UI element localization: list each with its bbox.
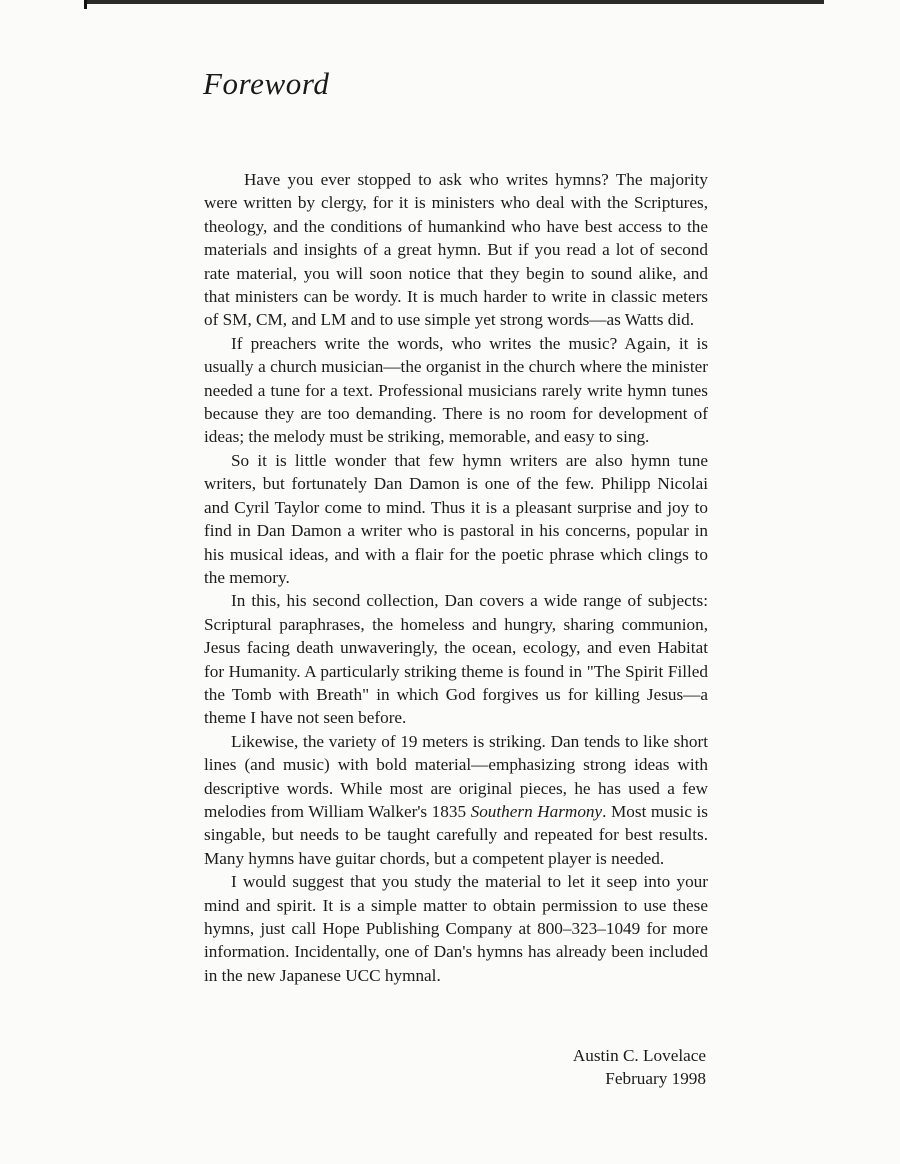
signature-block <box>573 1044 706 1091</box>
foreword-body <box>204 168 708 987</box>
paragraph-6: I would suggest that you study the material to let it seep into your mind and spirit. It is a simple matter to obtain permission to use these hymns, just call Hope Publishing Company at 800–323–1049 for more information. Incidentally, one of Dan's hymns has already been included in the new Japanese UCC hymnal. <box>204 872 708 985</box>
paragraph-4: In this, his second collection, Dan covers a wide range of subjects: Scriptural paraphrases, the homeless and hungry, sharing communion, Jesus facing death unwaveringly, the ocean, ecology, and even Habitat for Humanity. A particularly striking theme is found in "The Spirit Filled the Tomb with Breath" in which God forgives us for killing Jesus—a theme I have not seen before. <box>204 591 708 728</box>
paragraph-2: If preachers write the words, who writes the music? Again, it is usually a church musician—the organist in the church where the minister needed a tune for a text. Professional musicians rarely write hymn tunes because they are too demanding. There is no room for development of ideas; the melody must be striking, memorable, and easy to sing. <box>204 333 708 447</box>
paragraph-5-text-before: Likewise, the variety of 19 meters is striking. Dan tends to like short lines (and music) with bold material—emphasizing strong ideas with descriptive words. While most are original pieces, he has used a few melodies from William Walker's 1835 <box>204 731 708 821</box>
paragraph-3: So it is little wonder that few hymn writers are also hymn tune writers, but fortunately Dan Damon is one of the few. Philipp Nicolai and Cyril Taylor come to mind. Thus it is a pleasant surprise and joy to find in Dan Damon a writer who is pastoral in his concerns, popular in his musical ideas, and with a flair for the poetic phrase which clings to the memory. <box>204 450 708 587</box>
paragraph-5-text-after: . Most music is singable, but needs to be taught carefully and repeated for best results. Many hymns have guitar chords, but a competent player is needed. <box>204 801 708 868</box>
paragraph-5 <box>204 730 708 870</box>
signature-date: February 1998 <box>605 1069 706 1089</box>
author-name: Austin C. Lovelace <box>572 1046 706 1065</box>
scan-top-edge-rule <box>84 0 824 4</box>
page-title: Foreword <box>203 66 330 101</box>
paragraph-1: Have you ever stopped to ask who writes hymns? The majority were written by clergy, for it is ministers who deal with the Scriptures, theology, and the conditions of humankind who have best access to the materials and insights of a great hymn. But if you read a lot of second rate material, you will soon notice that they begin to sound alike, and that ministers can be wordy. It is much harder to write in classic meters of SM, CM, and LM and to use simple yet strong words—as Watts did. <box>204 170 708 330</box>
scan-corner-mark <box>84 0 87 9</box>
book-title-southern-harmony: Southern Harmony <box>470 801 603 821</box>
